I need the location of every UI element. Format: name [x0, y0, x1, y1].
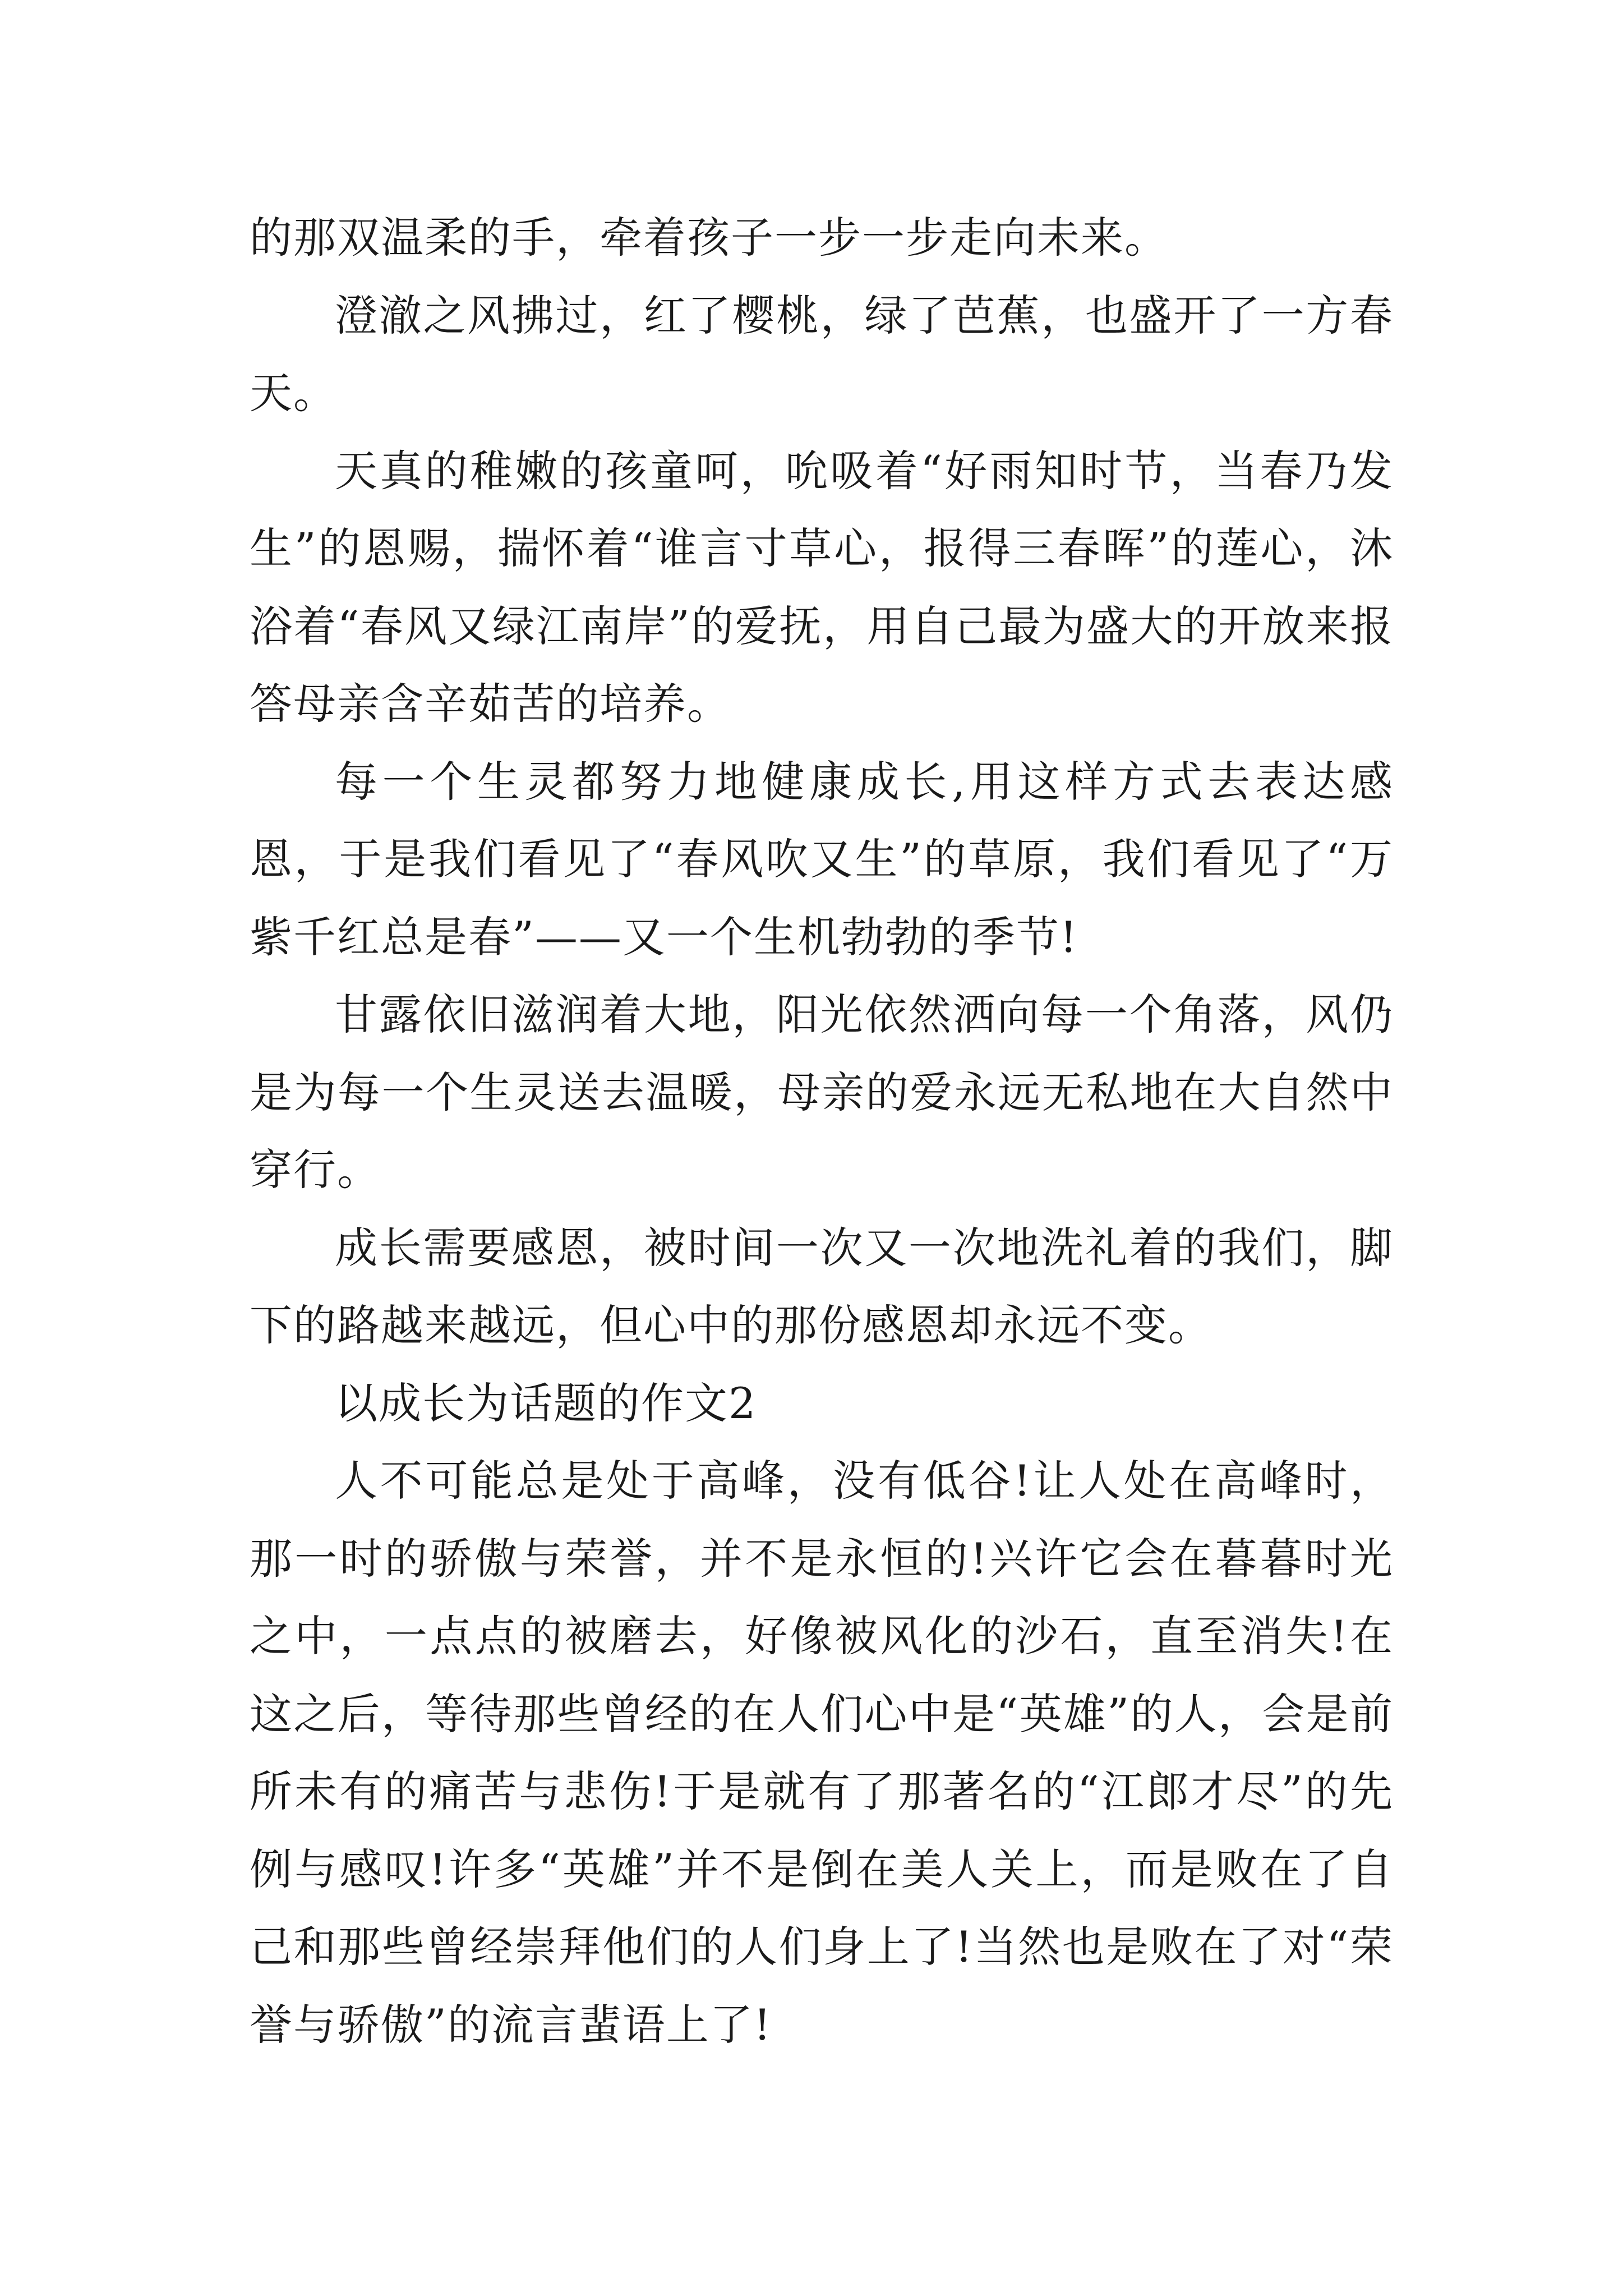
paragraph-nature: 甘露依旧滋润着大地，阳光依然洒向每一个角落，风仍是为每一个生灵送去温暖，母亲的爱永远无私地在大自然中穿行。	[250, 990, 1394, 1195]
essay-heading: 以成长为话题的作文2	[335, 1378, 757, 1428]
document-body	[250, 199, 1394, 2064]
paragraph-growth: 成长需要感恩，被时间一次又一次地洗礼着的我们，脚下的路越来越远，但心中的那份感恩却永远不变。	[250, 1222, 1394, 1350]
paragraph-children: 天真的稚嫩的孩童呵，吮吸着“好雨知时节，当春乃发生”的恩赐，揣怀着“谁言寸草心，报得三春晖”的莲心，沐浴着“春风又绿江南岸”的爱抚，用自己最为盛大的开放来报答母亲含辛茹苦的培养。	[250, 445, 1394, 729]
paragraph-peak: 人不可能总是处于高峰，没有低谷!让人处在高峰时，那一时的骄傲与荣誉，并不是永恒的!兴许它会在暮暮时光之中，一点点的被磨去，好像被风化的沙石，直至消失!在这之后，等待那些曾经的在人们心中是“英雄”的人，会是前所未有的痛苦与悲伤!于是就有了那著名的“江郎才尽”的先例与感叹!许多“英雄”并不是倒在美人关上，而是败在了自己和那些曾经崇拜他们的人们身上了!当然也是败在了对“荣誉与骄傲”的流言蜚语上了!	[250, 1456, 1394, 2050]
paragraph-gratitude: 每一个生灵都努力地健康成长,用这样方式去表达感恩，于是我们看见了“春风吹又生”的草原，我们看见了“万紫千红总是春”——又一个生机勃勃的季节!	[250, 756, 1394, 962]
paragraph-breeze: 澄澈之风拂过，红了樱桃，绿了芭蕉，也盛开了一方春天。	[250, 290, 1394, 418]
paragraph-continuation: 的那双温柔的手，牵着孩子一步一步走向未来。	[250, 213, 1168, 263]
